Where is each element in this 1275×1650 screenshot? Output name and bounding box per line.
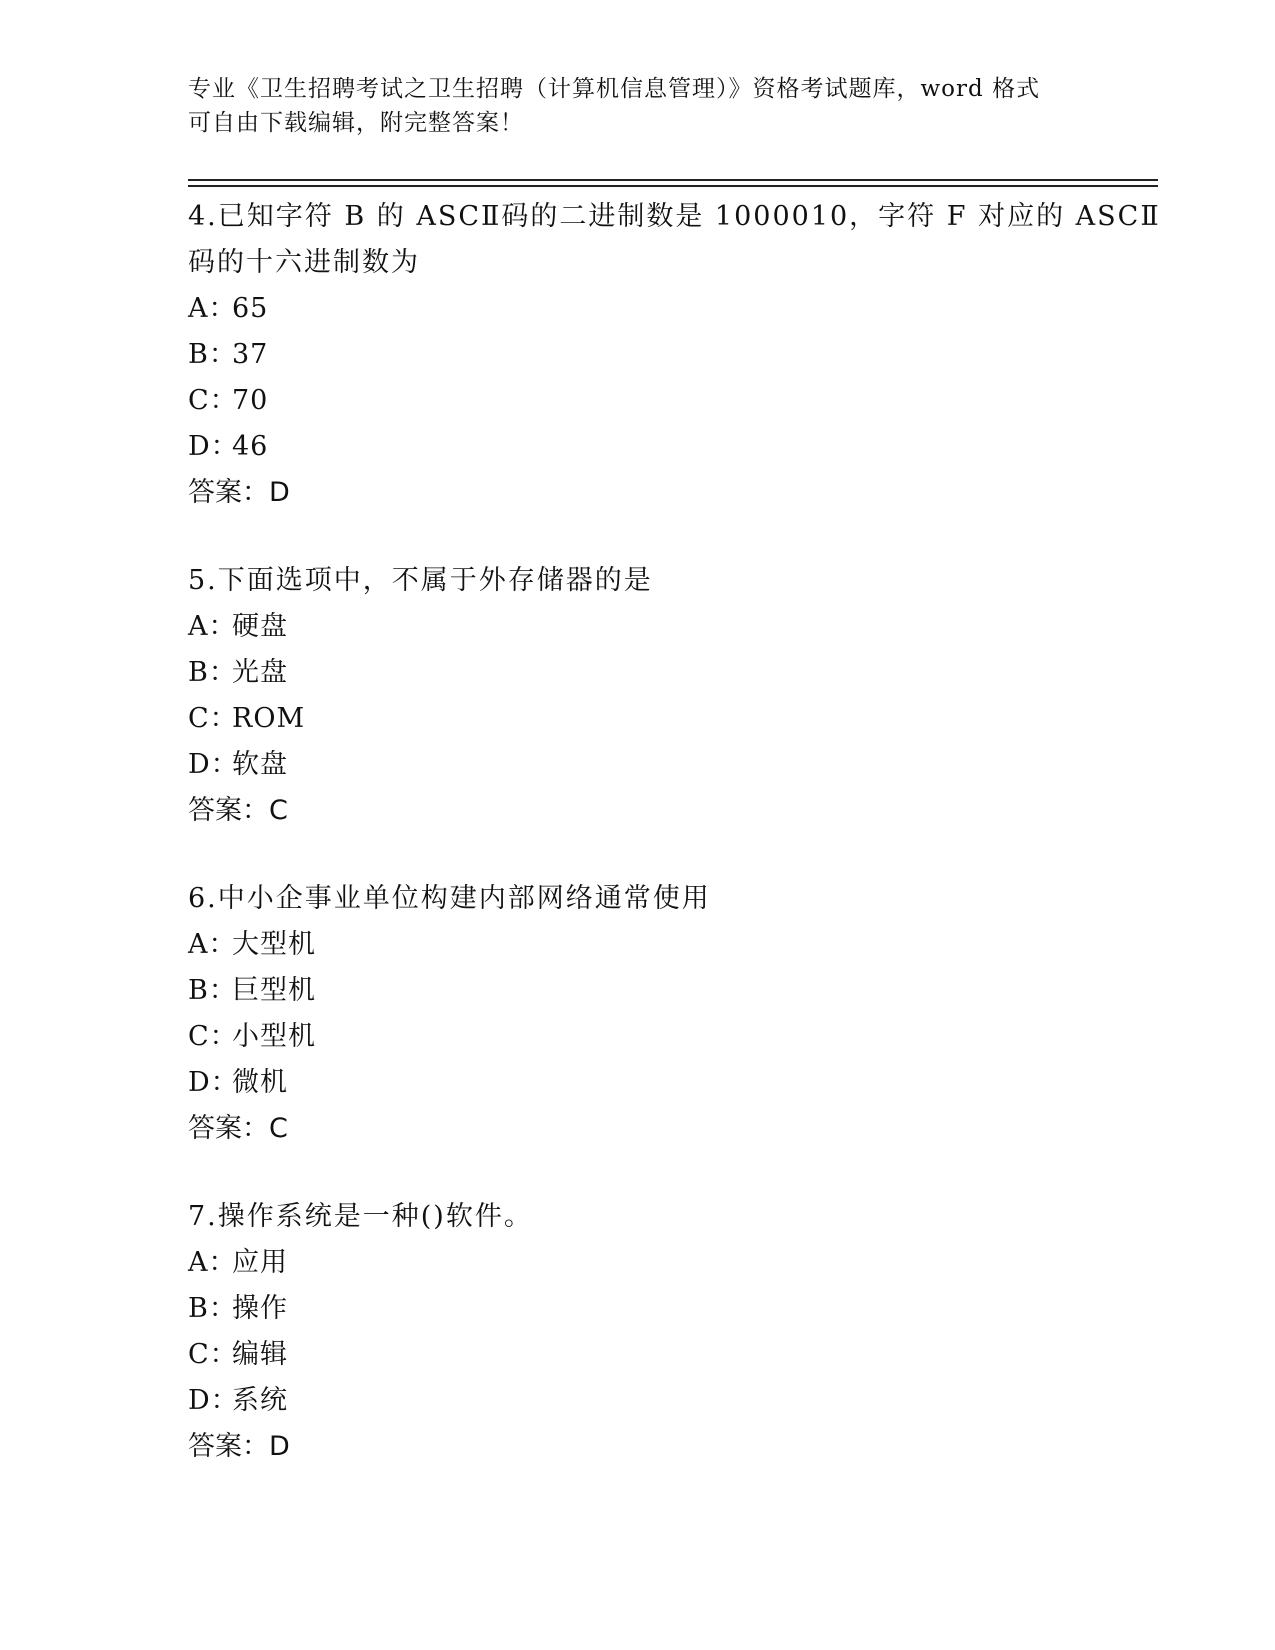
question-list [188, 194, 1161, 1512]
question-stem [188, 1194, 1088, 1240]
document-header [188, 72, 1068, 140]
option-text: 37 [232, 339, 269, 370]
option-d [188, 424, 1088, 470]
option-key: D： [188, 431, 239, 462]
question-7 [188, 1194, 1088, 1470]
option-c [188, 1014, 1088, 1060]
option-d [188, 1378, 1088, 1424]
question-4 [188, 194, 1161, 516]
option-key: D： [188, 749, 239, 780]
option-key: A： [188, 611, 237, 642]
option-key: B： [188, 339, 237, 370]
option-key: D： [188, 1385, 239, 1416]
option-text: 应用 [232, 1247, 288, 1278]
question-stem [188, 194, 1161, 286]
question-stem-line: 4.已知字符 B 的 ASCⅡ码的二进制数是 1000010，字符 F 对应的 ASCⅡ [188, 201, 1161, 232]
option-text: 微机 [232, 1067, 288, 1098]
question-stem-line: 5.下面选项中，不属于外存储器的是 [188, 565, 653, 596]
option-text: 巨型机 [232, 975, 316, 1006]
option-key: A： [188, 929, 237, 960]
answer-line: 答案：C [188, 795, 288, 826]
question-stem [188, 876, 1088, 922]
question-stem-line: 7.操作系统是一种()软件。 [188, 1201, 533, 1232]
option-c [188, 378, 1088, 424]
question-stem-line: 6.中小企事业单位构建内部网络通常使用 [188, 883, 711, 914]
option-key: C： [188, 703, 238, 734]
question-6 [188, 876, 1088, 1152]
option-d [188, 742, 1088, 788]
option-b [188, 332, 1088, 378]
option-text: ROM [232, 703, 306, 734]
question-stem-line: 码的十六进制数为 [188, 247, 420, 278]
option-d [188, 1060, 1088, 1106]
option-key: A： [188, 293, 237, 324]
option-c [188, 696, 1088, 742]
option-text: 70 [232, 385, 269, 416]
option-key: B： [188, 657, 237, 688]
option-text: 大型机 [232, 929, 316, 960]
answer-line: 答案：D [188, 477, 290, 508]
header-line-2: 可自由下载编辑，附完整答案！ [188, 110, 524, 136]
option-b [188, 650, 1088, 696]
option-a [188, 604, 1088, 650]
option-key: B： [188, 975, 237, 1006]
option-key: C： [188, 1339, 238, 1370]
option-key: A： [188, 1247, 237, 1278]
header-divider-top [188, 179, 1158, 181]
option-c [188, 1332, 1088, 1378]
option-a [188, 286, 1088, 332]
option-text: 小型机 [232, 1021, 316, 1052]
option-text: 操作 [232, 1293, 288, 1324]
answer-line: 答案：C [188, 1113, 288, 1144]
option-b [188, 968, 1088, 1014]
option-key: D： [188, 1067, 239, 1098]
option-b [188, 1286, 1088, 1332]
option-key: C： [188, 1021, 238, 1052]
answer-line: 答案：D [188, 1431, 290, 1462]
option-a [188, 1240, 1088, 1286]
option-text: 65 [232, 293, 269, 324]
question-5 [188, 558, 1088, 834]
header-line-1: 专业《卫生招聘考试之卫生招聘（计算机信息管理）》资格考试题库，word 格式 [188, 76, 1041, 102]
option-text: 软盘 [232, 749, 288, 780]
option-key: C： [188, 385, 238, 416]
option-text: 46 [232, 431, 269, 462]
option-text: 编辑 [232, 1339, 288, 1370]
option-key: B： [188, 1293, 237, 1324]
option-text: 光盘 [232, 657, 288, 688]
option-a [188, 922, 1088, 968]
header-divider-bottom [188, 185, 1158, 187]
option-text: 硬盘 [232, 611, 288, 642]
question-stem [188, 558, 1088, 604]
option-text: 系统 [232, 1385, 288, 1416]
